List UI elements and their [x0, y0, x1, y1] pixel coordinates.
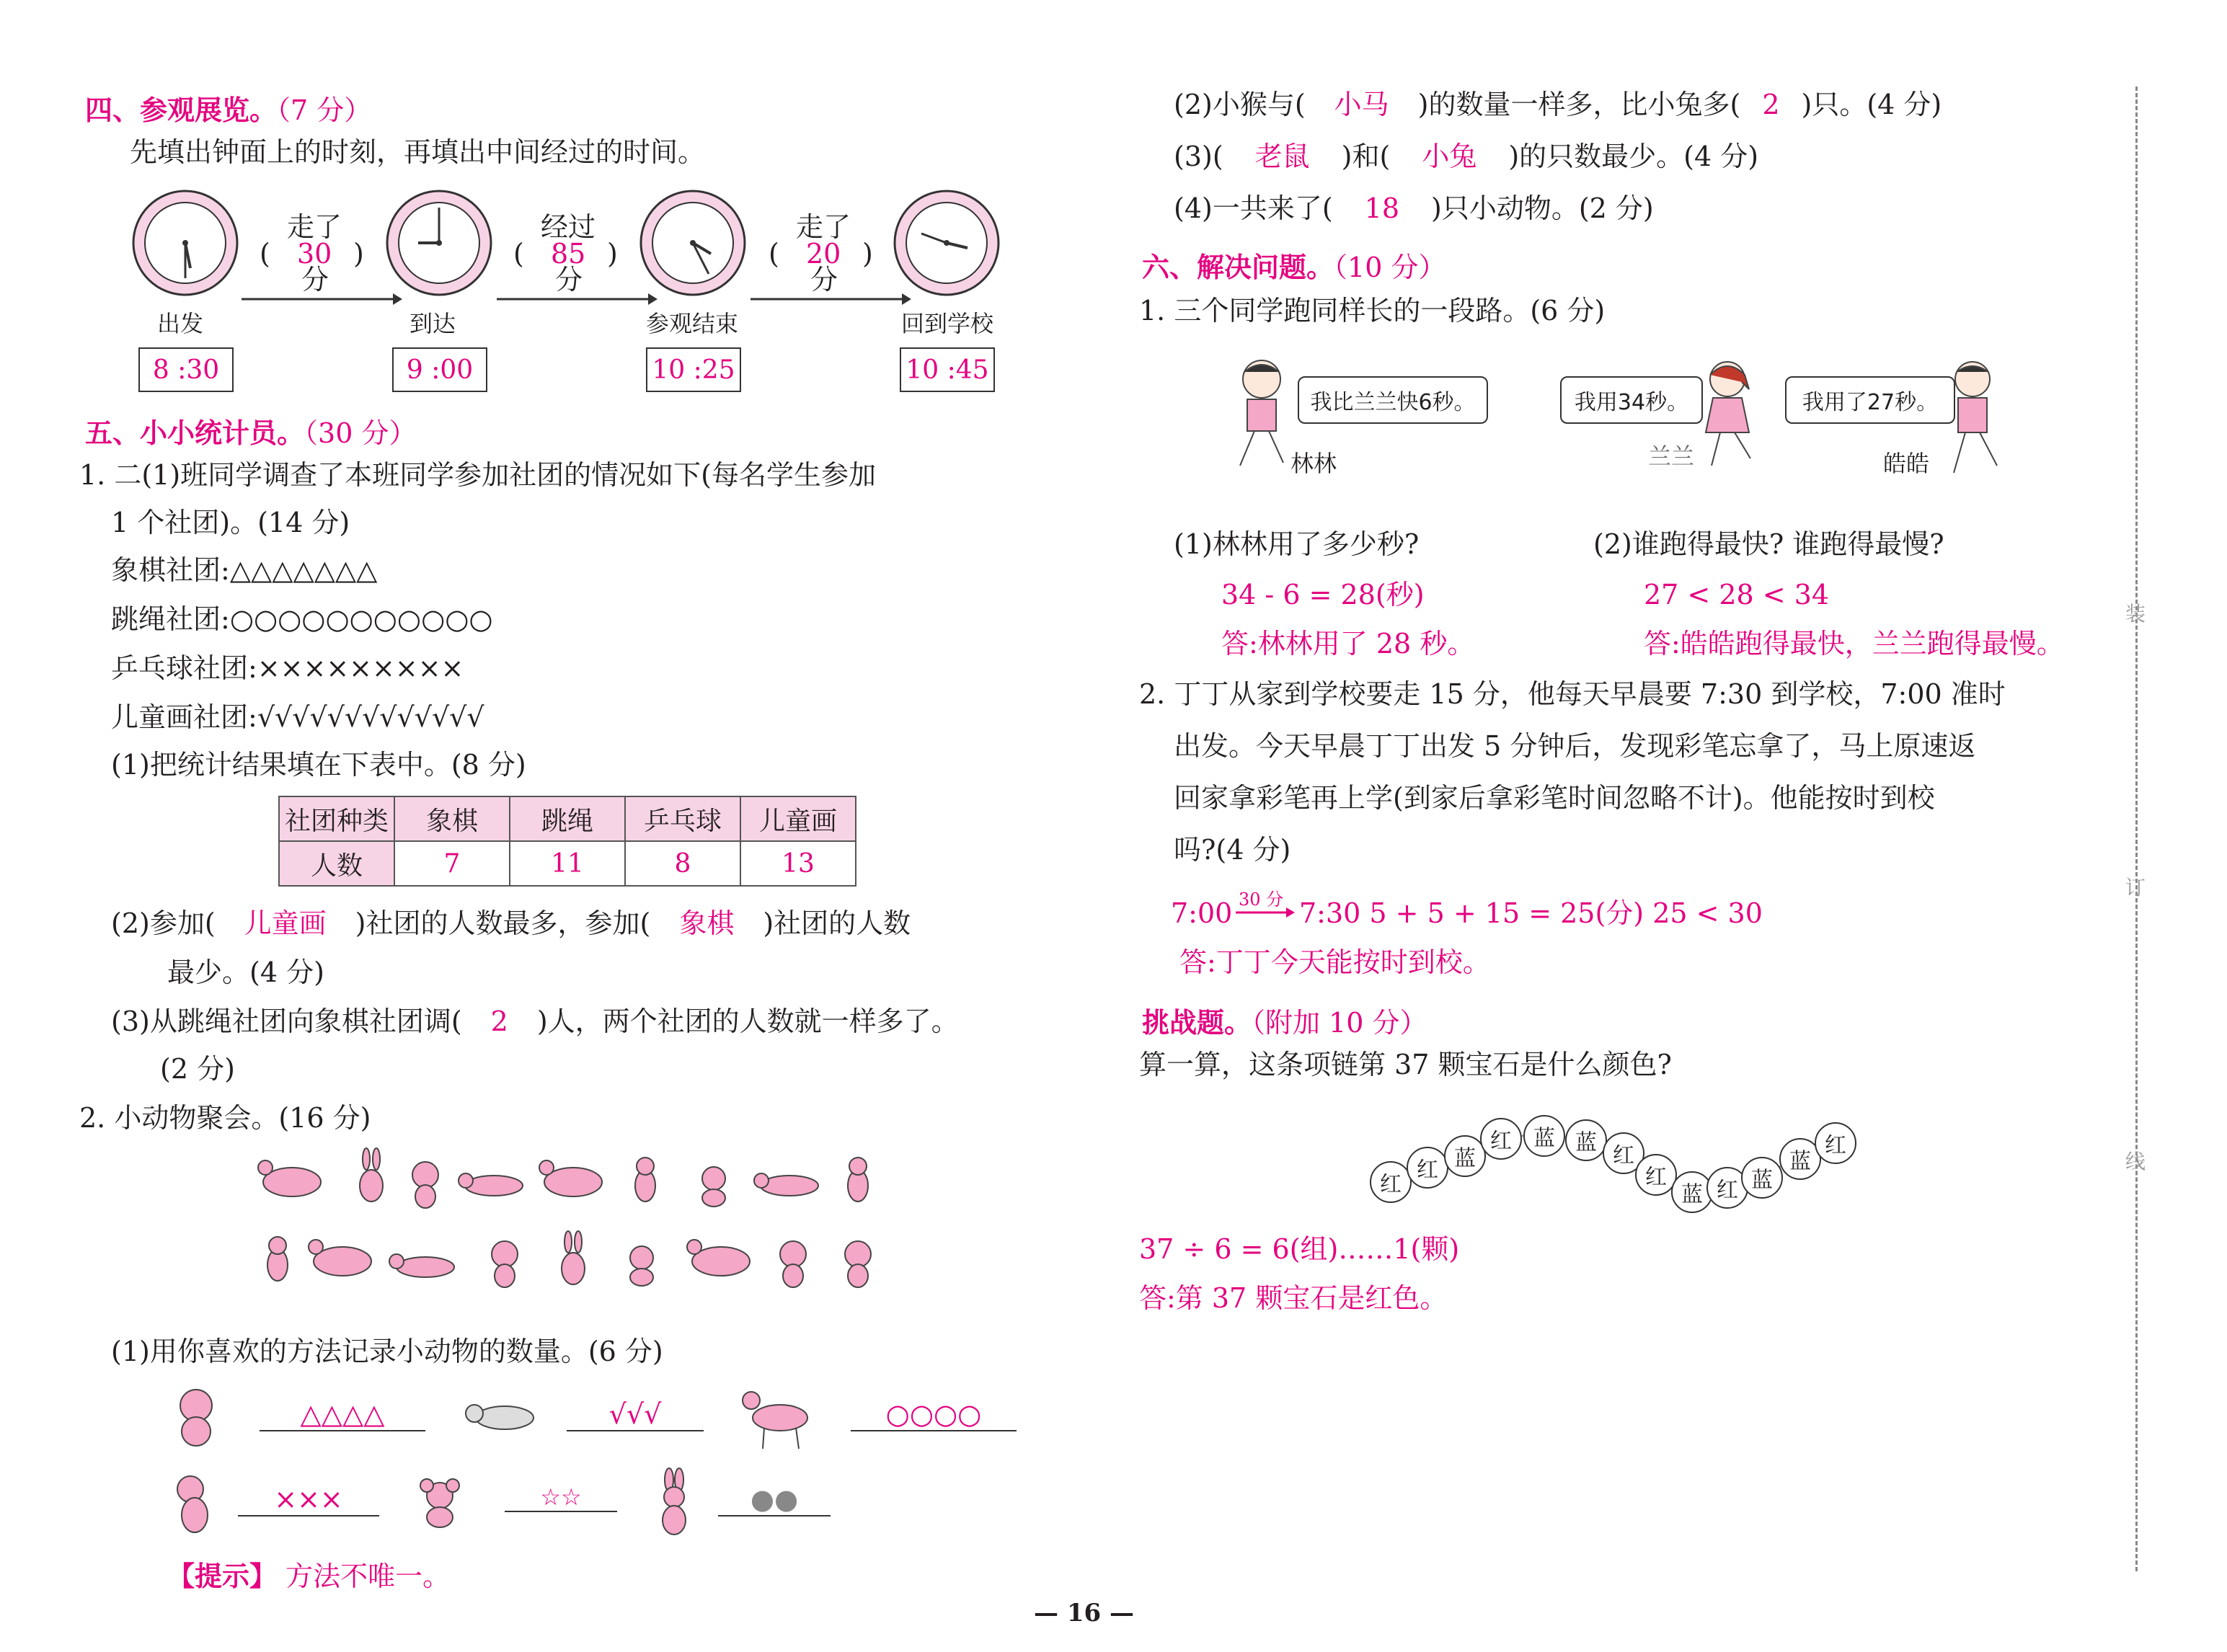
section-points: （10 分）: [1334, 252, 1446, 283]
text-part: )和(: [1341, 141, 1391, 172]
section-title-text: 六、解决问题。: [1142, 252, 1334, 283]
section-title-text: 挑战题。: [1142, 1007, 1252, 1039]
text-part: (2)小猴与(: [1174, 89, 1306, 120]
calculation: 34 - 6 = 28(秒): [1221, 579, 1425, 610]
step-answer: 20: [806, 238, 841, 270]
answer: 小马: [1334, 89, 1389, 120]
club-label: 儿童画社团:: [111, 701, 257, 733]
section-5-title: [85, 411, 416, 450]
club-row: [111, 703, 484, 731]
answer-line: 答:第 37 颗宝石是红色。: [1139, 1282, 1448, 1314]
record-blank: △△△△: [260, 1398, 425, 1431]
step-unit: 分: [301, 264, 329, 296]
monkey-icon: [167, 1384, 225, 1449]
animals-illustration: [252, 1146, 887, 1305]
record-blank: ☆☆: [505, 1483, 617, 1512]
question-text: 1. 二(1)班同学调查了本班同学参加社团的情况如下(每名学生参加: [79, 459, 876, 491]
paren-close: ): [607, 238, 618, 270]
dog-icon: [164, 1470, 222, 1535]
step-pre: 走了: [287, 211, 342, 243]
arrow-icon: [1234, 905, 1296, 920]
question-text: 算一算，这条项链第 37 颗宝石是什么颜色?: [1139, 1049, 1672, 1080]
question-text: 1 个社团)。(14 分): [111, 507, 350, 538]
student-name: 皓皓: [1883, 450, 1930, 477]
question-text: 2. 丁丁从家到学校要走 15 分，他每天早晨要 7:30 到学校，7:00 准时: [1139, 678, 2006, 710]
bead: 红: [1603, 1132, 1644, 1174]
table-header: 儿童画: [740, 796, 856, 841]
club-marks: ×××××××××: [257, 652, 464, 684]
clock-label: 回到学校: [901, 310, 994, 337]
speech-bubble: 我比兰兰快6秒。: [1298, 376, 1488, 424]
table-cell: 8: [625, 841, 740, 886]
club-label: 跳绳社团:: [111, 603, 230, 635]
time-box: 10 :25: [646, 347, 741, 392]
sub-question: [1174, 192, 1654, 224]
question-text: 回家拿彩笔再上学(到家后拿彩笔时间忽略不计)。他能按时到校: [1174, 782, 1935, 814]
record-blank: ●●: [718, 1483, 831, 1516]
club-label: 乒乓球社团:: [111, 652, 257, 684]
section-points: （7 分）: [277, 94, 372, 126]
section-points: （30 分）: [304, 417, 417, 449]
section-title-text: 四、参观展览。: [85, 94, 278, 126]
paren-open: (: [769, 238, 779, 270]
paren-open: (: [513, 238, 524, 270]
text-part: (4)一共来了(: [1174, 192, 1333, 224]
calculation: 7:00: [1171, 897, 1233, 929]
clock-icon: [893, 189, 1001, 297]
bead: 红: [1635, 1154, 1677, 1196]
paren-open: (: [260, 238, 270, 270]
table-header: 社团种类: [279, 796, 394, 841]
calculation: 37 ÷ 6 = 6(组)……1(颗): [1139, 1233, 1460, 1265]
bead: 蓝: [1741, 1157, 1783, 1199]
step-pre: 走了: [796, 211, 851, 243]
section-4-instruction: 先填出钟面上的时刻，再填出中间经过的时间。: [130, 136, 706, 168]
bead: 蓝: [1523, 1115, 1565, 1157]
bead: 蓝: [1565, 1119, 1607, 1161]
speech-bubble: 我用34秒。: [1560, 376, 1703, 424]
record-blank: ○○○○: [851, 1398, 1017, 1431]
time-box: 10 :45: [900, 347, 995, 392]
bead: 红: [1815, 1122, 1856, 1164]
bead: 蓝: [1779, 1138, 1821, 1180]
section-6-title: [1142, 245, 1445, 285]
binding-dashed-line: [2135, 86, 2138, 1571]
club-marks: ○○○○○○○○○○○: [229, 603, 493, 635]
text-part: (3)从跳绳社团向象棋社团调(: [111, 1005, 462, 1037]
section-4-title: [85, 88, 371, 128]
student-name: 兰兰: [1648, 443, 1695, 470]
text-part: (2)参加(: [111, 907, 216, 939]
club-label: 象棋社团:: [111, 554, 230, 586]
step-answer: 85: [551, 238, 586, 270]
rabbit-icon: [649, 1467, 699, 1539]
sub-question: [1174, 143, 1758, 170]
club-row: [111, 654, 464, 682]
text-part: )的数量一样多，比小兔多(: [1417, 89, 1741, 120]
stats-table: [278, 796, 856, 887]
answer: 18: [1364, 192, 1400, 224]
club-marks: △△△△△△△: [229, 554, 378, 586]
answer: 儿童画: [244, 907, 327, 939]
club-row: [111, 605, 493, 633]
boy-runner-icon: [1936, 358, 2009, 480]
bead: 红: [1370, 1161, 1412, 1203]
table-cell: 11: [510, 841, 625, 886]
clock-label: 参观结束: [646, 310, 739, 337]
record-blank: √√√: [567, 1398, 704, 1431]
step-unit: 分: [555, 264, 583, 296]
text-part: )人，两个社团的人数就一样多了。: [536, 1005, 959, 1037]
table-row-label: 人数: [279, 841, 394, 886]
bead: 红: [1407, 1147, 1448, 1189]
answer: 老鼠: [1254, 141, 1310, 172]
sub-question-cont: (2 分): [160, 1053, 235, 1085]
answer-line: 答:皓皓跑得最快，兰兰跑得最慢。: [1644, 628, 2064, 660]
text-part: )的只数最少。(4 分): [1508, 141, 1759, 172]
binding-mark: 线: [2125, 1150, 2146, 1173]
answer: 小兔: [1422, 141, 1477, 172]
text-part: )只小动物。(2 分): [1431, 192, 1654, 224]
mouse-icon: [411, 1474, 469, 1532]
answer: 2: [490, 1005, 508, 1037]
sub-question: (1)把统计结果填在下表中。(8 分): [111, 749, 526, 781]
text-part: )社团的人数: [763, 907, 911, 939]
sub-question: [111, 1005, 959, 1037]
student-name: 林林: [1290, 450, 1337, 477]
table-header: 乒乓球: [625, 796, 740, 841]
step-answer: 30: [297, 238, 332, 270]
answer: 2: [1762, 89, 1780, 120]
hint-tag: 【提示】: [167, 1560, 278, 1592]
bead: 红: [1480, 1118, 1522, 1160]
challenge-title: [1142, 1000, 1427, 1040]
paren-close: ): [862, 238, 873, 270]
answer: 象棋: [679, 907, 735, 939]
tiger-icon: [461, 1395, 541, 1438]
binding-mark: 装: [2125, 602, 2146, 626]
page-number: — 16 —: [1034, 1599, 1134, 1627]
record-blank: ×××: [238, 1483, 379, 1516]
sub-question-cont: 最少。(4 分): [167, 956, 324, 988]
girl-runner-icon: [1691, 358, 1763, 473]
calculation: 27 < 28 < 34: [1644, 579, 1830, 610]
clock-label: 出发: [157, 310, 204, 337]
clock-icon: [385, 189, 493, 297]
time-box: 9 :00: [392, 347, 487, 392]
paren-close: ): [353, 238, 364, 270]
text-part: (3)(: [1174, 141, 1223, 172]
table-header: 象棋: [394, 796, 510, 841]
club-row: [111, 556, 377, 584]
text-part: )社团的人数最多，参加(: [355, 907, 651, 939]
hint-text: 方法不唯一。: [285, 1560, 451, 1592]
boy-runner-icon: [1226, 358, 1298, 473]
step-unit: 分: [810, 264, 838, 296]
table-cell: 7: [394, 841, 510, 886]
table-cell: 13: [740, 841, 856, 886]
table-header: 跳绳: [510, 796, 625, 841]
arrow-label: 30 分: [1239, 889, 1284, 910]
text-part: )只。(4 分): [1801, 89, 1942, 120]
clock-label: 到达: [409, 310, 456, 337]
step-pre: 经过: [541, 211, 596, 243]
question-text: 1. 三个同学跑同样长的一段路。(6 分): [1139, 295, 1606, 327]
question-text: 2. 小动物聚会。(16 分): [79, 1102, 371, 1134]
section-points: （附加 10 分）: [1252, 1007, 1427, 1039]
bead: 蓝: [1671, 1171, 1713, 1213]
time-box: 8 :30: [138, 347, 234, 392]
clock-icon: [639, 189, 747, 297]
bead: 红: [1706, 1167, 1748, 1209]
binding-mark: 订: [2125, 876, 2146, 900]
answer-line: 答:丁丁今天能按时到校。: [1179, 946, 1490, 978]
bead: 蓝: [1444, 1135, 1486, 1177]
calculation: 7:30 5 + 5 + 15 = 25(分) 25 < 30: [1299, 897, 1763, 929]
sub-question: (1)林林用了多少秒?: [1174, 528, 1420, 560]
question-text: 吗?(4 分): [1174, 834, 1291, 866]
sub-question: (1)用你喜欢的方法记录小动物的数量。(6 分): [111, 1336, 663, 1367]
answer-line: 答:林林用了 28 秒。: [1221, 628, 1475, 660]
sub-question: [111, 907, 911, 939]
clock-icon: [131, 189, 239, 297]
club-marks: √√√√√√√√√√√√√: [257, 701, 484, 733]
speech-bubble: 我用了27秒。: [1785, 376, 1955, 424]
hint: [167, 1560, 451, 1592]
sub-question: (2)谁跑得最快? 谁跑得最慢?: [1593, 528, 1944, 560]
horse-icon: [735, 1380, 815, 1452]
question-text: 出发。今天早晨丁丁出发 5 分钟后，发现彩笔忘拿了，马上原速返: [1174, 730, 1976, 762]
section-title-text: 五、小小统计员。: [85, 417, 305, 449]
sub-question: [1174, 91, 1942, 118]
